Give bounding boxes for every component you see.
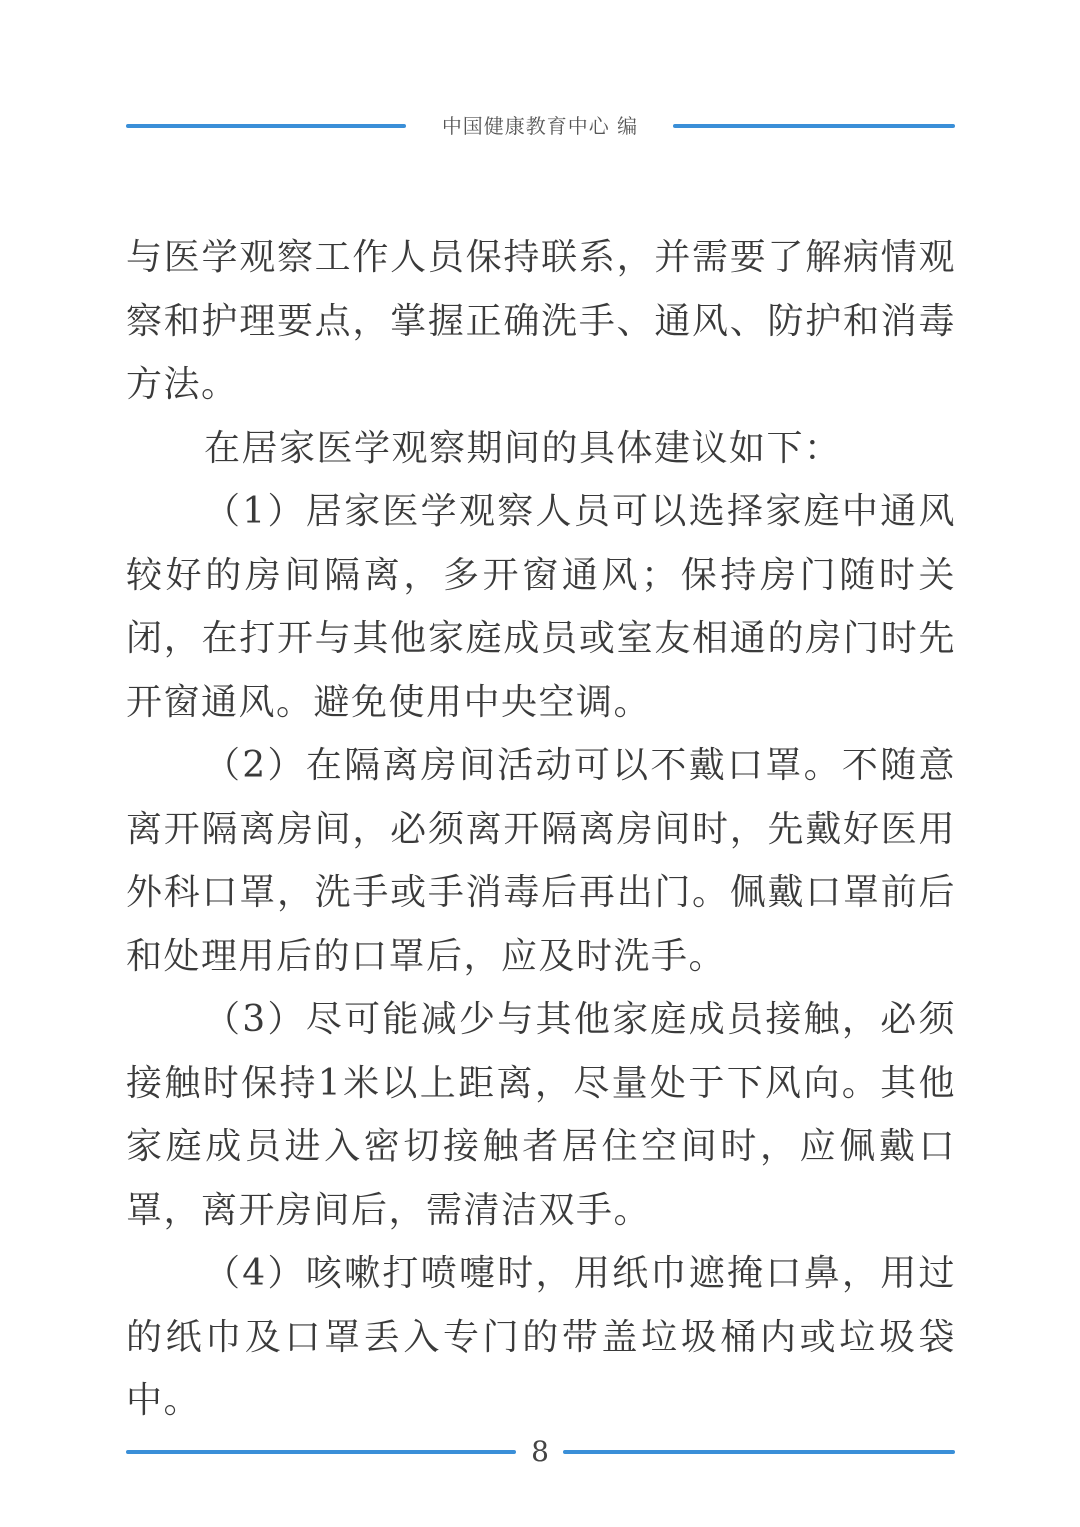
header-rule-left bbox=[126, 124, 406, 128]
header-rule-right bbox=[673, 124, 955, 128]
paragraph-item-1: （1）居家医学观察人员可以选择家庭中通风较好的房间隔离，多开窗通风；保持房门随时关闭，在打开与其他家庭成员或室友相通的房门时先开窗通风。避免使用中央空调。 bbox=[126, 491, 956, 723]
paragraph-item-2: （2）在隔离房间活动可以不戴口罩。不随意离开隔离房间，必须离开隔离房间时，先戴好医用外科口罩，洗手或手消毒后再出门。佩戴口罩前后和处理用后的口罩后，应及时洗手。 bbox=[126, 745, 956, 977]
page-number: 8 bbox=[531, 1435, 549, 1468]
paragraph-continuation: 与医学观察工作人员保持联系，并需要了解病情观察和护理要点，掌握正确洗手、通风、防护和消毒方法。 bbox=[126, 237, 956, 405]
header-editor-text: 中国健康教育中心 编 bbox=[441, 114, 639, 138]
paragraph-item-4: （4）咳嗽打喷嚏时，用纸巾遮掩口鼻，用过的纸巾及口罩丢入专门的带盖垃圾桶内或垃圾袋中。 bbox=[126, 1253, 956, 1421]
footer-rule-left bbox=[126, 1450, 516, 1454]
paragraph-intro: 在居家医学观察期间的具体建议如下： bbox=[204, 427, 842, 469]
footer-rule-right bbox=[563, 1450, 955, 1454]
paragraph-item-3: （3）尽可能减少与其他家庭成员接触，必须接触时保持1米以上距离，尽量处于下风向。其他家庭成员进入密切接触者居住空间时，应佩戴口罩，离开房间后，需清洁双手。 bbox=[126, 999, 956, 1231]
body-text bbox=[126, 226, 956, 1433]
